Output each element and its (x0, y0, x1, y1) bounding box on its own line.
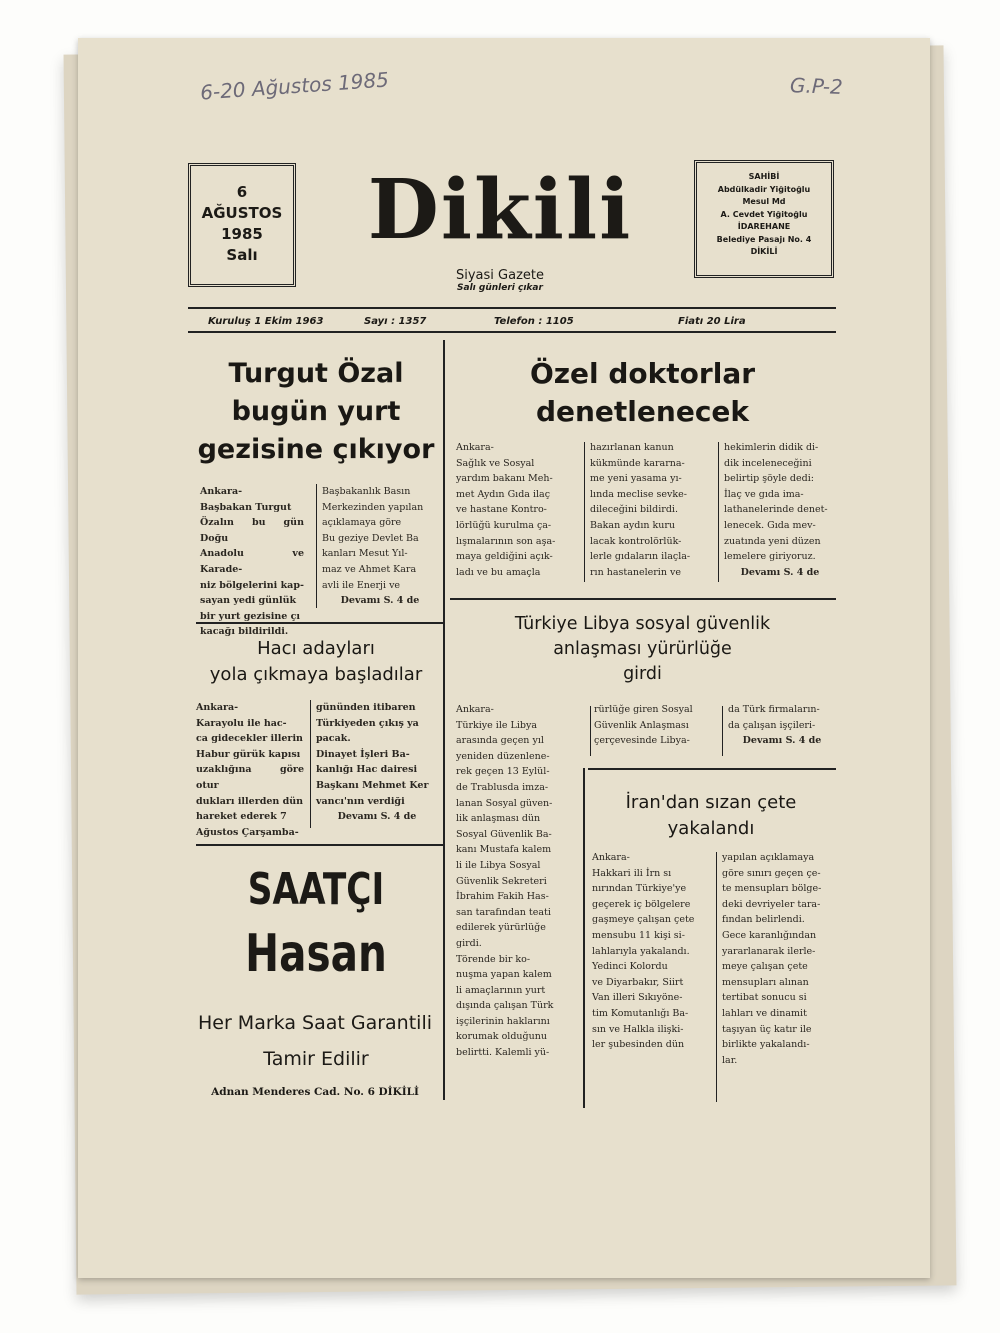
text-line: tertibat sonucu si (722, 992, 807, 1004)
text-line: hareket ederek 7 (196, 811, 287, 823)
text-line: hekimlerin didik di- (724, 442, 819, 453)
text-line: bir yurt gezisine çı (200, 610, 300, 622)
column-rule (722, 706, 723, 756)
text-line: lathanelerinde denet- (724, 504, 828, 516)
issue-number: Sayı : 1357 (364, 316, 427, 327)
owner-box (694, 160, 834, 278)
advert-hasan: Hasan (245, 924, 387, 984)
headline-line: Türkiye Libya sosyal güvenlik (514, 614, 771, 634)
column-rule (443, 340, 445, 1100)
text-line: ve Diyarbakır, Siirt (592, 976, 684, 988)
text-line: mensupları alınan (722, 976, 809, 988)
text-line: Güvenlik Anlaşması (594, 719, 689, 731)
text-line: avli ile Enerji ve (322, 579, 401, 591)
text-line: lemelere giriyoruz. (724, 551, 816, 563)
text-line: taşıyan üç katır ile (722, 1023, 812, 1035)
headline-turkiye-libya (450, 612, 835, 687)
text-line: Gece karanlığından (722, 929, 817, 941)
text-line: Sosyal Güvenlik Ba- (456, 828, 552, 840)
text-line: yardım bakanı Meh- (456, 473, 553, 485)
text-line: yapılan açıklamaya (722, 852, 815, 863)
masthead-title: Dikili (367, 162, 633, 258)
text-line: Merkezinden yapılan (322, 501, 424, 513)
text-line: fından belirlendi. (722, 914, 805, 926)
text-line: ladı ve bu amaçla (456, 566, 541, 578)
headline-line: yakalandı (667, 818, 755, 839)
advert-tagline: Her Marka Saat Garantili (197, 1012, 432, 1034)
text-line: sın ve Halkla ilişki- (592, 1023, 684, 1035)
advert-address: Adnan Menderes Cad. No. 6 DİKİLİ (211, 1086, 419, 1098)
text-line: tim Komutanlığı Ba- (592, 1007, 689, 1019)
date-month: AĞUSTOS (201, 204, 283, 222)
text-line: me yeni yasama yı- (590, 473, 682, 485)
text-line: çerçevesinde Libya- (594, 735, 690, 747)
text-line: Özalın bu gün Doğu (200, 517, 304, 544)
continued-note: Devamı S. 4 de (742, 735, 822, 747)
text-line: gününden itibaren (316, 702, 416, 713)
headline-line: yola çıkmaya başladılar (209, 664, 423, 685)
text-line: deki devriyeler tara- (722, 898, 821, 910)
text-line: belirtip şöyle dedi: (724, 473, 814, 485)
text-line: li ile Libya Sosyal (456, 859, 541, 871)
text-line: korumak olduğunu (456, 1031, 547, 1043)
text-line: geçerek iç bölgelere (592, 898, 691, 910)
text-line: li amaçlarının yurt (456, 984, 546, 996)
date-day: 6 (236, 183, 248, 201)
text-line: İbrahim Fakih Has- (456, 891, 549, 903)
handwritten-code-note: G.P-2 (789, 73, 844, 99)
column-rule (316, 484, 317, 608)
text-line: Sağlık ve Sosyal (456, 457, 535, 469)
text-line: ler şubesinden dün (592, 1039, 685, 1051)
text-line: Güvenlik Sekreteri (456, 875, 547, 887)
advert-saatci: SAATÇI (247, 864, 385, 915)
article-libya-col1 (456, 702, 578, 1061)
text-line: kanları Mesut Yıl- (322, 548, 408, 560)
text-line: girdi. (456, 937, 482, 949)
text-line: mensubu 11 kişi si- (592, 929, 685, 941)
text-line: maz ve Ahmet Kara (322, 563, 417, 575)
owner-line: İDAREHANE (737, 222, 791, 231)
text-line: ve hastane Kontro- (456, 504, 547, 516)
article-libya-col3 (728, 702, 836, 749)
text-line: Törende bir ko- (456, 953, 531, 965)
text-line: Dinayet İşleri Ba- (316, 748, 410, 760)
text-line: Bu geziye Devlet Ba (322, 532, 419, 544)
text-line: dışında çalışan Türk (456, 1000, 554, 1012)
text-line: lerle gıdaların ilaçla- (590, 551, 691, 563)
article-turgut-col1 (200, 484, 304, 640)
text-line: Türkiyeden çıkış ya (316, 717, 419, 729)
text-line: rek geçen 13 Eylül- (456, 766, 550, 778)
text-line: Bakan aydın kuru (590, 519, 676, 531)
headline-iran-cete (588, 790, 834, 842)
text-line: birlikte yakalandı- (722, 1039, 810, 1051)
text-line: uzaklığına göre otur (196, 764, 304, 791)
text-line: yeniden düzenlene- (456, 750, 550, 762)
text-line: Türkiye ile Libya (456, 719, 537, 731)
text-line: da Türk firmaların- (728, 704, 820, 715)
text-line: Karayolu ile hac- (196, 717, 287, 729)
article-haci-col1 (196, 700, 304, 840)
text-line: Ankara- (196, 702, 239, 713)
text-line: lahları ve dinamit (722, 1007, 807, 1019)
column-rule (590, 706, 591, 756)
handwritten-date-note: 6-20 Ağustos 1985 (199, 67, 390, 105)
text-line: kanı Mustafa kalem (456, 844, 552, 856)
text-line: işçilerinin haklarını (456, 1015, 550, 1027)
text-line: Başkanı Mehmet Ker (316, 779, 429, 791)
info-bar (188, 307, 836, 333)
phone-text: Telefon : 1105 (494, 316, 574, 327)
text-line: san tarafından teati (456, 906, 551, 918)
text-line: nuşma yapan kalem (456, 969, 552, 981)
text-line: dileceğini bildirdi. (590, 504, 678, 516)
article-haci-col2 (316, 700, 438, 825)
text-line: belirtti. Kalemli yü- (456, 1047, 550, 1059)
text-line: Başbakan Turgut (200, 501, 292, 513)
headline-line: İran'dan sızan çete (625, 792, 797, 813)
text-line: da çalışan işçileri- (728, 719, 816, 731)
text-line: lışmalarının son aşa- (456, 535, 556, 547)
text-line: lanan Sosyal güven- (456, 797, 553, 809)
text-line: lacak kontrolörlük- (590, 535, 682, 547)
text-line: ca gidecekler illerin (196, 733, 303, 745)
column-rule (716, 852, 717, 1102)
continued-note: Devamı S. 4 de (740, 566, 820, 578)
section-rule (196, 844, 443, 846)
column-rule (310, 700, 311, 828)
text-line: lörlüğü kurulma ça- (456, 519, 552, 531)
text-line: lar. (722, 1054, 738, 1066)
text-line: Başbakanlık Basın (322, 486, 411, 497)
text-line: vancı'nın verdiği (316, 795, 405, 807)
text-line: Ankara- (456, 704, 494, 715)
text-line: gaşmeye çalışan çete (592, 914, 695, 926)
text-line: Yedinci Kolordu (592, 961, 668, 973)
text-line: Anadolu ve Karade- (200, 548, 304, 575)
text-line: Hakkari ili İrn sı (592, 867, 672, 879)
article-iran-col1 (592, 850, 708, 1053)
date-box (188, 163, 296, 287)
text-line: lahlarıyla yakalandı. (592, 945, 690, 957)
text-line: dik inceleneceğini (724, 457, 812, 469)
headline-turgut-ozal (196, 355, 436, 469)
text-line: niz bölgelerini kap- (200, 579, 304, 591)
text-line: sayan yedi günlük (200, 595, 297, 607)
article-ozel-col2 (590, 440, 710, 580)
text-line: dukları illerden dün (196, 795, 304, 807)
text-line: yararlanarak ilerle- (722, 945, 816, 957)
text-line: kükmünde kararna- (590, 457, 685, 469)
article-turgut-col2 (322, 484, 438, 609)
headline-line: anlaşması yürürlüğe (553, 639, 732, 659)
founded-text: Kuruluş 1 Ekim 1963 (208, 316, 324, 327)
headline-ozel-doktorlar (450, 355, 835, 431)
headline-line: gezisine çıkıyor (197, 434, 435, 465)
headline-line: Hacı adayları (257, 638, 375, 659)
text-line: rın hastanelerin ve (590, 566, 681, 578)
text-line: meye çalışan çete (722, 961, 808, 973)
text-line: zuatında yeni düzen (724, 535, 821, 547)
owner-line: SAHİBİ (748, 172, 780, 181)
text-line: hazırlanan kanun (590, 442, 674, 453)
text-line: Van illeri Sıkıyöne- (592, 992, 683, 1004)
column-rule (718, 442, 719, 582)
text-line: met Aydın Gıda ilaç (456, 488, 551, 500)
headline-line: girdi (623, 664, 662, 684)
headline-line: bugün yurt (231, 396, 401, 427)
headline-line: Turgut Özal (228, 358, 404, 389)
headline-line: Özel doktorlar (529, 357, 756, 390)
article-ozel-col1 (456, 440, 574, 580)
frequency-text: Salı günleri çıkar (457, 283, 543, 293)
text-line: İlaç ve gıda ima- (724, 488, 804, 500)
text-line: te mensupları bölge- (722, 883, 822, 895)
text-line: maya geldiğini açık- (456, 551, 553, 563)
text-line: Ankara- (456, 442, 494, 453)
continued-note: Devamı S. 4 de (340, 595, 420, 607)
text-line: Ankara- (200, 486, 243, 497)
owner-line: A. Cevdet Yiğitoğlu (720, 209, 808, 219)
owner-line: Belediye Pasajı No. 4 (716, 234, 812, 244)
owner-line: DİKİLİ (750, 247, 778, 256)
text-line: lik anlaşması dün (456, 813, 541, 825)
advert-repair: Tamir Edilir (263, 1048, 369, 1070)
headline-haci-adaylari (196, 636, 436, 688)
text-line: rürlüğe giren Sosyal (594, 704, 693, 715)
text-line: Ankara- (592, 852, 630, 863)
price-text: Fiatı 20 Lira (678, 316, 746, 327)
text-line: kacağı bildirildi. (200, 626, 289, 638)
section-rule (588, 768, 836, 770)
date-weekday: Salı (226, 246, 258, 264)
owner-line: Mesul Md (742, 197, 786, 206)
text-line: Habur gürük kapısı (196, 748, 301, 760)
text-line: nırından Türkiye'ye (592, 883, 687, 895)
text-line: açıklamaya göre (322, 517, 402, 529)
headline-line: denetlenecek (535, 395, 750, 428)
article-iran-col2 (722, 850, 836, 1068)
owner-line: Abdülkadir Yiğitoğlu (717, 184, 811, 194)
section-rule (450, 598, 836, 600)
masthead-subtitle (440, 268, 560, 293)
article-libya-col2 (594, 702, 716, 749)
article-ozel-col3 (724, 440, 836, 580)
continued-note: Devamı S. 4 de (337, 811, 417, 823)
text-line: arasında geçen yıl (456, 735, 544, 747)
text-line: lenecek. Gıda mev- (724, 519, 816, 531)
text-line: edilerek yürürlüğe (456, 922, 546, 934)
text-line: de Trablusda imza- (456, 781, 549, 793)
column-rule (583, 768, 585, 1108)
text-line: Ağustos Çarşamba- (196, 826, 299, 838)
date-year: 1985 (221, 225, 263, 243)
text-line: kanlığı Hac dairesi (316, 764, 418, 776)
text-line: lında meclise sevke- (590, 488, 687, 500)
text-line: göre sınırı geçen çe- (722, 867, 821, 879)
subtitle-text: Siyasi Gazete (456, 268, 544, 283)
text-line: pacak. (316, 733, 351, 745)
column-rule (584, 442, 585, 582)
